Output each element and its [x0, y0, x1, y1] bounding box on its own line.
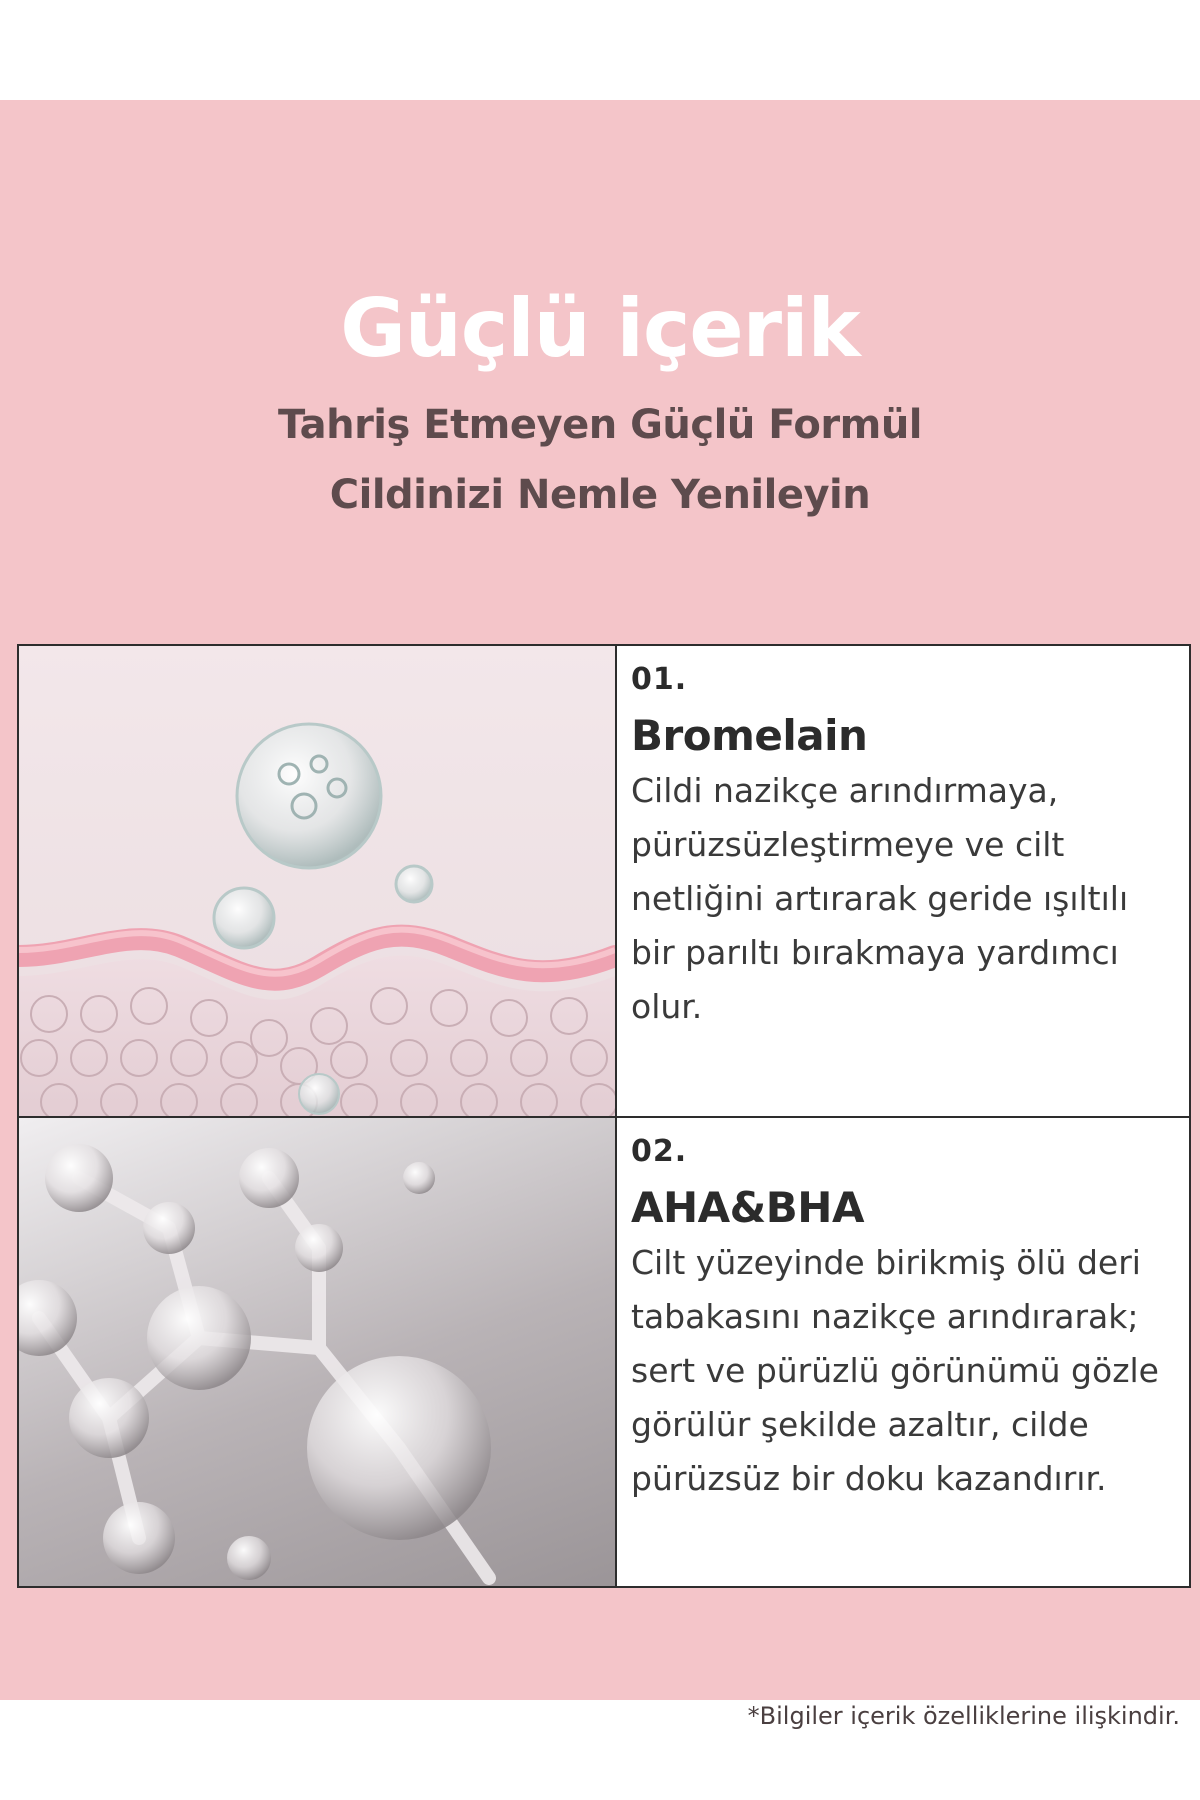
page-title: Güçlü içerik — [340, 282, 860, 375]
molecule-structure-illustration — [19, 1118, 615, 1586]
pink-panel — [0, 100, 1200, 1730]
ingredient-number: 02. — [631, 1134, 688, 1169]
ingredient-card-aha-bha — [631, 1134, 1187, 1506]
ingredient-description: Cilt yüzeyinde birikmiş ölü deri tabakasını nazikçe arındırarak; sert ve pürüzlü görünümü gözle görülür şekilde azaltır, cilde pürüzsüz bir doku kazandırır. — [631, 1243, 1159, 1498]
ingredient-number: 01. — [631, 662, 688, 697]
bromelain-image — [19, 646, 615, 1116]
ingredient-description: Cildi nazikçe arındırmaya, pürüzsüzleştirmeye ve cilt netliğini artırarak geride ışıltılı bir parıltı bırakmaya yardımcı olur. — [631, 771, 1129, 1026]
subtitle-line-2: Cildinizi Nemle Yenileyin — [329, 472, 871, 518]
ingredient-name: Bromelain — [631, 711, 868, 760]
subtitle-line-1: Tahriş Etmeyen Güçlü Formül — [277, 402, 923, 448]
disclaimer-footnote: *Bilgiler içerik özelliklerine ilişkindir. — [747, 1702, 1180, 1730]
aha-bha-image — [19, 1118, 615, 1586]
ingredient-name: AHA&BHA — [631, 1183, 864, 1232]
ingredient-card-bromelain — [631, 662, 1187, 1034]
ingredients-grid — [17, 644, 1191, 1588]
skin-layer-bubbles-illustration — [19, 646, 615, 1116]
